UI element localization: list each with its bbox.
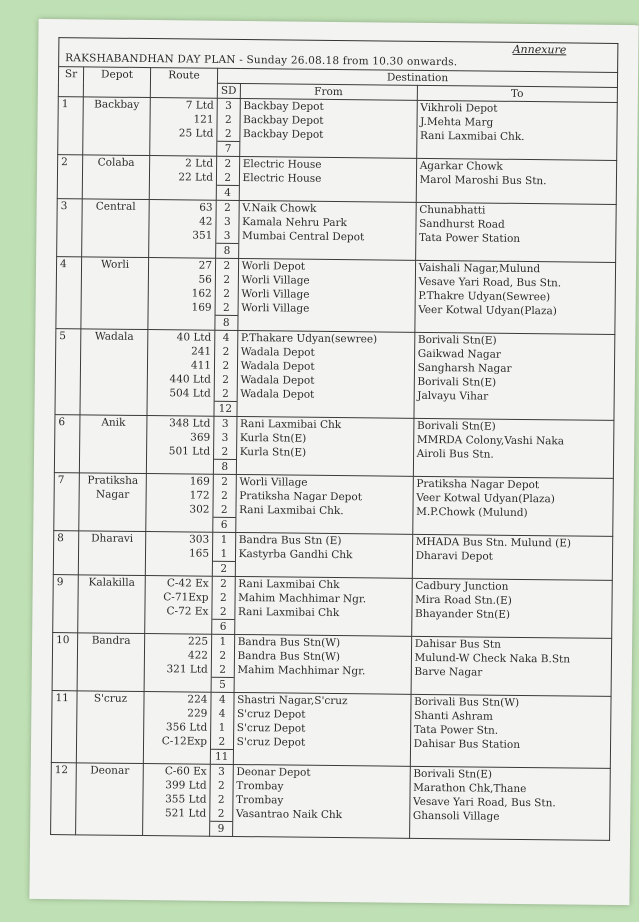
sr-cell <box>55 329 81 415</box>
from-stop: Deonar Depot <box>236 765 311 779</box>
route-number: 504 Ltd <box>169 387 211 400</box>
from-stop: Worli Village <box>241 274 310 287</box>
to-stop: Mira Road Stn.(E) <box>415 593 512 607</box>
route-number: 521 Ltd <box>164 807 207 820</box>
to-stop: P.Thakre Udyan(Sewree) <box>418 289 551 304</box>
to-stop: Dharavi Depot <box>415 549 493 563</box>
sd-cell <box>211 634 234 692</box>
to-stop: Vesave Yari Road, Bus Stn. <box>413 795 556 810</box>
from-stop: Pratiksha Nagar Depot <box>239 490 363 504</box>
from-cell <box>235 474 413 534</box>
from-cell <box>239 156 416 202</box>
to-cell <box>414 260 615 334</box>
header-sd: SD <box>217 83 240 98</box>
route-number: 399 Ltd <box>165 779 207 792</box>
depot-name: S'cruz <box>93 692 128 705</box>
from-cell <box>235 532 412 578</box>
to-stop: Barve Nagar <box>414 665 483 679</box>
to-cell <box>411 578 612 638</box>
to-stop: Borivali Stn(E) <box>417 333 497 347</box>
to-stop: Jalvayu Vihar <box>417 389 489 403</box>
route-number: 355 Ltd <box>165 793 207 806</box>
depot-name: Dharavi <box>91 532 134 545</box>
sr-cell <box>51 763 77 835</box>
route-number: 369 <box>190 431 211 444</box>
depot-name: Nagar <box>95 488 130 501</box>
to-cell <box>409 766 610 840</box>
route-number: C-42 Ex <box>166 577 209 590</box>
to-stop: Sangharsh Nagar <box>417 361 512 375</box>
table-row <box>54 415 614 479</box>
to-stop: Veer Kotwal Udyan(Plaza) <box>416 491 555 506</box>
from-cell <box>232 764 410 838</box>
sd-value: 3 <box>221 431 229 444</box>
to-stop: Marol Maroshi Bus Stn. <box>419 173 547 188</box>
to-cell <box>415 202 616 262</box>
sd-value: 2 <box>219 605 227 618</box>
to-stop: Rani Laxmibai Chk. <box>419 129 525 143</box>
sd-total: 8 <box>215 315 237 330</box>
to-stop: Vesave Yari Road, Bus Stn. <box>418 275 562 290</box>
table-row <box>51 763 611 841</box>
depot-cell <box>78 575 146 634</box>
to-stop: Bhayander Stn(E) <box>414 607 511 621</box>
sd-value: 2 <box>219 663 227 676</box>
document-page <box>29 19 638 905</box>
sr-cell <box>57 199 83 257</box>
sd-value: 2 <box>221 445 229 458</box>
to-stop: Cadbury Junction <box>415 579 509 593</box>
depot-name: Worli <box>100 258 130 271</box>
from-cell <box>238 200 416 260</box>
route-cell <box>146 416 214 475</box>
sd-total: 6 <box>213 517 235 532</box>
sd-total: 7 <box>217 141 239 156</box>
header-destination: Destination <box>217 68 617 87</box>
route-number: 302 <box>189 503 210 516</box>
to-stop: Borivali Stn(E) <box>416 419 496 433</box>
sd-total: 11 <box>211 749 233 764</box>
sd-cell <box>216 200 239 258</box>
route-cell <box>149 200 217 259</box>
sd-total: 4 <box>217 185 239 200</box>
sd-value: 2 <box>223 287 230 300</box>
from-stop: Trombay <box>236 779 284 793</box>
depot-name: Colaba <box>97 156 135 169</box>
route-number: 348 Ltd <box>169 417 211 430</box>
to-stop: J.Mehta Marg <box>420 115 494 129</box>
table-row <box>54 473 614 537</box>
sr-number: 1 <box>61 98 69 111</box>
sr-number: 5 <box>59 330 67 343</box>
sr-number: 9 <box>56 576 64 589</box>
depot-cell <box>83 97 151 156</box>
to-stop: Mulund-W Check Naka B.Stn <box>414 651 571 666</box>
from-stop: Kamala Nehru Park <box>242 216 347 230</box>
sd-value: 2 <box>217 807 225 820</box>
route-number: 356 Ltd <box>165 721 208 734</box>
from-cell <box>239 98 417 158</box>
to-stop: Chunabhatti <box>419 203 486 217</box>
to-stop: Dahisar Bus Station <box>413 737 521 751</box>
sd-cell <box>214 330 238 416</box>
route-cell <box>143 764 211 837</box>
sd-value: 2 <box>220 577 227 590</box>
sd-value: 4 <box>218 693 226 706</box>
to-stop: Vaishali Nagar,Mulund <box>418 261 541 276</box>
depot-name: Wadala <box>94 330 134 343</box>
from-stop: Wadala Depot <box>240 346 315 359</box>
table-row <box>56 257 616 335</box>
from-stop: P.Thakare Udyan(sewree) <box>240 332 378 346</box>
route-number: 2 Ltd <box>185 157 214 170</box>
route-number: 25 Ltd <box>178 127 214 140</box>
sr-cell <box>54 415 80 473</box>
route-number: 224 <box>187 693 208 706</box>
sd-total: 8 <box>214 459 236 474</box>
to-cell <box>413 418 614 478</box>
route-number: 22 Ltd <box>178 171 214 184</box>
sd-cell <box>213 474 236 532</box>
from-stop: Kurla Stn(E) <box>239 432 307 445</box>
sd-value: 1 <box>219 635 227 648</box>
route-number: 40 Ltd <box>176 331 212 344</box>
from-stop: S'cruz Depot <box>236 735 306 749</box>
to-cell <box>416 100 617 160</box>
sd-value: 2 <box>224 113 232 126</box>
from-cell <box>236 416 414 476</box>
sd-value: 2 <box>222 373 230 386</box>
route-number: 440 Ltd <box>169 373 211 386</box>
sd-cell <box>215 258 238 330</box>
from-stop: Worli Village <box>241 288 310 301</box>
to-cell <box>416 158 617 204</box>
sd-value: 3 <box>223 215 231 228</box>
to-stop: Tata Power Station <box>418 231 521 245</box>
from-stop: Wadala Depot <box>240 388 315 401</box>
from-stop: Kastyrba Gandhi Chk <box>238 548 353 562</box>
route-number: 27 <box>198 259 213 272</box>
from-stop: Kurla Stn(E) <box>239 446 307 459</box>
sd-value: 2 <box>218 735 226 748</box>
from-stop: Mahim Machhimar Ngr. <box>237 664 366 678</box>
route-cell <box>149 156 216 201</box>
sd-value: 3 <box>225 99 232 112</box>
depot-name: Bandra <box>91 634 131 647</box>
sd-cell <box>217 98 240 156</box>
sd-value: 2 <box>224 201 231 214</box>
sr-cell <box>52 633 78 691</box>
depot-cell <box>81 257 149 330</box>
to-stop: Borivali Bus Stn(W) <box>414 695 520 709</box>
from-stop: Vasantrao Naik Chk <box>235 807 343 822</box>
sd-value: 2 <box>218 779 225 792</box>
to-stop: Borivali Stn(E) <box>413 767 493 781</box>
sr-number: 8 <box>57 532 64 545</box>
sd-value: 2 <box>219 649 227 662</box>
sd-value: 2 <box>222 345 230 358</box>
depot-cell <box>78 531 145 576</box>
sd-cell <box>210 692 233 764</box>
route-cell <box>145 532 212 577</box>
sr-cell <box>53 575 79 633</box>
from-stop: S'cruz Depot <box>236 707 306 721</box>
plan-title: RAKSHABANDHAN DAY PLAN - Sunday 26.08.18 from 10.30 onwards. <box>58 37 618 72</box>
route-plan-table <box>50 66 618 841</box>
from-stop: Rani Laxmibai Chk <box>237 606 340 620</box>
route-number: 411 <box>190 359 212 372</box>
header-to: To <box>417 85 618 102</box>
route-number: 172 <box>189 489 210 502</box>
from-stop: Worli Depot <box>241 260 306 273</box>
sd-value: 2 <box>223 273 231 286</box>
from-stop: Rani Laxmibai Chk <box>238 578 340 592</box>
sr-number: 12 <box>54 764 69 777</box>
sd-total: 6 <box>212 619 234 634</box>
sd-value: 1 <box>218 721 226 734</box>
route-number: 165 <box>188 547 210 560</box>
depot-name: Central <box>95 200 136 213</box>
table-row <box>58 97 618 161</box>
table-row <box>53 531 612 581</box>
sd-total: 2 <box>213 561 235 576</box>
sd-value: 3 <box>218 765 225 778</box>
depot-name: Deonar <box>90 764 130 777</box>
sr-cell <box>51 691 77 763</box>
sd-cell <box>212 532 235 576</box>
depot-cell <box>82 155 149 200</box>
route-number: 422 <box>187 649 209 662</box>
to-cell <box>411 636 612 696</box>
to-stop: Marathon Chk,Thane <box>413 781 527 796</box>
route-number: C-60 Ex <box>164 765 207 778</box>
to-stop: Pratiksha Nagar Depot <box>416 477 540 492</box>
route-number: 56 <box>198 273 212 286</box>
route-cell <box>147 330 215 417</box>
sr-number: 11 <box>55 692 69 705</box>
from-cell <box>237 330 415 418</box>
depot-name: Pratiksha <box>87 474 139 487</box>
from-stop: Wadala Depot <box>240 374 315 387</box>
route-number: 321 Ltd <box>166 663 208 676</box>
to-stop: Vikhroli Depot <box>420 101 498 115</box>
from-stop: Backbay Depot <box>243 114 324 127</box>
sd-value: 2 <box>222 387 229 400</box>
from-stop: V.Naik Chowk <box>242 202 317 215</box>
from-stop: Worli Village <box>241 302 310 315</box>
to-stop: MMRDA Colony,Vashi Naka <box>416 433 565 448</box>
sd-cell <box>210 764 233 836</box>
to-cell <box>414 332 615 420</box>
sd-total: 8 <box>216 243 238 258</box>
table-row <box>53 575 613 639</box>
from-stop: Worli Village <box>239 476 308 489</box>
route-number: 7 Ltd <box>185 99 214 112</box>
from-stop: Mahim Machhimar Ngr. <box>238 592 367 606</box>
from-stop: Rani Laxmibai Chk. <box>239 504 344 518</box>
header-from: From <box>240 83 417 100</box>
depot-name: Kalakilla <box>88 576 135 589</box>
from-stop: Bandra Bus Stn (E) <box>238 534 342 548</box>
annexure-label: Annexure <box>512 42 567 57</box>
depot-cell <box>80 329 148 416</box>
from-stop: Bandra Bus Stn(W) <box>237 650 341 664</box>
sr-number: 7 <box>57 474 65 487</box>
from-stop: Shastri Nagar,S'cruz <box>237 693 348 708</box>
to-stop: Borivali Stn(E) <box>417 375 497 389</box>
from-stop: Mumbai Central Depot <box>241 230 365 244</box>
sd-cell <box>213 416 236 474</box>
depot-name: Backbay <box>94 98 140 111</box>
to-cell <box>412 534 613 580</box>
table-row <box>57 155 616 205</box>
from-stop: Bandra Bus Stn(W) <box>237 636 341 650</box>
from-stop: Backbay Depot <box>242 128 324 141</box>
sr-cell <box>53 531 78 575</box>
sd-value: 4 <box>222 331 230 344</box>
sd-value: 2 <box>223 259 231 272</box>
from-stop: Electric House <box>242 158 322 171</box>
route-number: 63 <box>199 201 213 214</box>
sd-value: 2 <box>221 475 229 488</box>
route-number: 225 <box>188 635 209 648</box>
depot-cell <box>76 763 144 836</box>
from-stop: Backbay Depot <box>243 100 324 113</box>
sd-total: 9 <box>210 821 232 836</box>
to-stop: Ghansoli Village <box>412 809 500 823</box>
sd-value: 4 <box>218 707 226 720</box>
route-number: 162 <box>191 287 212 300</box>
sd-value: 2 <box>220 503 228 516</box>
table-body <box>51 97 618 841</box>
sr-number: 10 <box>56 634 70 647</box>
to-stop: Tata Power Stn. <box>413 723 499 737</box>
table-row <box>57 199 617 263</box>
sd-value: 2 <box>224 157 232 170</box>
route-number: C-71Exp <box>163 591 209 604</box>
to-stop: Agarkar Chowk <box>419 159 503 173</box>
table-row <box>52 633 612 697</box>
sr-number: 2 <box>61 156 68 169</box>
from-cell <box>233 692 411 766</box>
sr-number: 6 <box>58 416 66 429</box>
from-stop: S'cruz Depot <box>236 721 306 735</box>
to-stop: Veer Kotwal Udyan(Plaza) <box>418 303 557 318</box>
route-cell <box>145 576 213 635</box>
from-stop: Rani Laxmibai Chk <box>239 418 342 432</box>
to-stop: Airoli Bus Stn. <box>416 447 494 461</box>
route-cell <box>143 692 211 765</box>
from-stop: Wadala Depot <box>240 360 315 373</box>
header-depot: Depot <box>83 67 150 98</box>
sr-cell <box>57 155 82 199</box>
sr-number: 3 <box>60 200 68 213</box>
depot-cell <box>82 199 150 258</box>
sd-total: 12 <box>214 401 236 416</box>
route-number: 303 <box>189 533 210 546</box>
sd-total: 5 <box>212 677 234 692</box>
header-sr: Sr <box>58 67 83 97</box>
from-cell <box>234 634 412 694</box>
route-cell <box>150 98 218 157</box>
route-number: 169 <box>189 475 210 488</box>
sr-cell <box>54 473 80 531</box>
depot-cell <box>76 691 144 764</box>
sd-cell <box>216 156 239 200</box>
depot-name: Anik <box>101 416 126 429</box>
route-number: 121 <box>193 113 214 126</box>
depot-cell <box>79 473 147 532</box>
depot-cell <box>77 633 145 692</box>
sd-value: 2 <box>224 127 232 140</box>
route-number: 241 <box>191 345 212 358</box>
sd-value: 1 <box>220 533 228 546</box>
to-stop: Dahisar Bus Stn <box>414 637 501 651</box>
route-cell <box>144 634 212 693</box>
sheet-content <box>50 37 618 841</box>
sd-value: 1 <box>220 547 228 560</box>
sd-cell <box>212 576 235 634</box>
route-cell <box>146 474 214 533</box>
to-stop: Gaikwad Nagar <box>417 347 501 361</box>
sd-value: 3 <box>223 229 231 242</box>
to-cell <box>410 694 611 768</box>
route-number: C-72 Ex <box>166 605 209 618</box>
sd-value: 2 <box>217 793 225 806</box>
from-stop: Trombay <box>236 793 284 807</box>
table-row <box>55 329 615 421</box>
to-stop: Sandhurst Road <box>419 217 505 231</box>
route-number: C-12Exp <box>161 735 208 748</box>
route-number: 351 <box>192 229 213 242</box>
sd-value: 2 <box>222 359 230 372</box>
sr-number: 4 <box>59 258 67 271</box>
route-number: 169 <box>191 301 212 314</box>
from-cell <box>234 576 412 636</box>
sr-cell <box>58 97 84 155</box>
to-stop: Shanti Ashram <box>413 709 493 723</box>
to-stop: MHADA Bus Stn. Mulund (E) <box>415 535 572 550</box>
to-cell <box>412 476 613 536</box>
sr-cell <box>56 257 82 329</box>
header-route: Route <box>150 68 217 99</box>
route-number: 229 <box>187 707 208 720</box>
depot-cell <box>79 415 147 474</box>
sd-value: 2 <box>223 301 230 314</box>
sd-value: 3 <box>221 417 229 430</box>
route-number: 42 <box>199 215 213 228</box>
table-row <box>51 691 611 769</box>
route-number: 501 Ltd <box>168 445 211 458</box>
to-stop: M.P.Chowk (Mulund) <box>416 505 528 520</box>
sd-value: 2 <box>219 591 227 604</box>
route-cell <box>148 258 216 331</box>
sd-value: 2 <box>221 489 228 502</box>
sd-value: 2 <box>224 171 232 184</box>
from-cell <box>237 258 415 332</box>
from-stop: Electric House <box>242 172 322 185</box>
